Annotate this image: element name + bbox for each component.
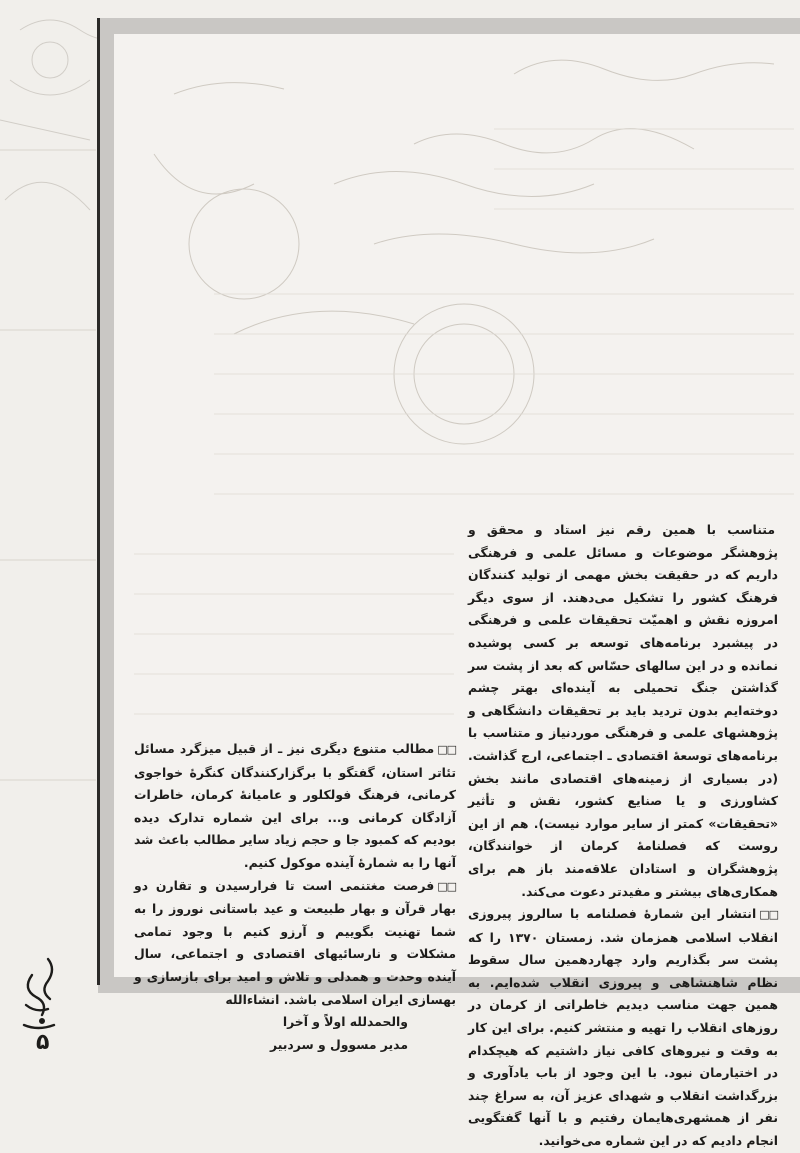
article-left-column [134, 738, 456, 1056]
paragraph [468, 519, 778, 903]
paragraph-text: مطالب متنوع دیگری نیز ـ از قبیل میزگرد مسائل تئاتر استان، گفتگو با برگزارکنندگان کنگرهٔ خواجوی کرمانی، فرهنگ فولکلور و عامیانهٔ کرمان، خاطرات آزادگان کرمانی و... برای این شماره تدارک دیده بودیم که کمبود جا و حجم زیاد سایر مطالب باعث شد آنها را به شمارهٔ آینده موکول کنیم. [134, 741, 456, 870]
paragraph-marker: □□ [437, 743, 456, 756]
paragraph [134, 738, 456, 875]
paragraph [468, 903, 778, 1153]
closing-line: والحمدلله اولاً و آخرا [282, 1014, 408, 1030]
vertical-rule [97, 18, 100, 985]
article-right-column [468, 519, 778, 1153]
paragraph-marker: □□ [437, 879, 456, 893]
signature: مدیر مسوول و سردبیر [269, 1036, 408, 1052]
paragraph-text: انتشار این شمارهٔ فصلنامه با سالروز پیروزی انقلاب اسلامی همزمان شد. زمستان ۱۳۷۰ را که پشت سر بگذاریم وارد چهاردهمین سال سقوط نظام شاهنشاهی و پیروزی انقلاب شده‌ایم. به همین جهت مناسب دیدیم خاطراتی از کرمان در روزهای انقلاب را تهیه و منتشر کنیم. برای این کار به وقت و نیروهای کافی نیاز داشتیم که هیچکدام در اختیارمان نبود. با این وجود از باب یادآوری و بزرگداشت انقلاب و شهدای عزیز آن، به سراغ چند نفر از همشهری‌هایمان رفتیم و با آنها گفتگویی انجام دادیم که در این شماره می‌خوانید. [468, 906, 779, 1149]
paragraph-text: فرصت مغتنمی است تا فرارسیدن و تقارن دو بهار قرآن و بهار طبیعت و عید باستانی نوروز را به شما تهنیت بگوییم و آرزو کنیم با وجود تمامی مشکلات و نارسائیهای اقتصادی و اجتماعی، سال آینده وحدت و همدلی و تلاش و امید برای بازسازی و بهسازی ایران اسلامی باشد. انشاءالله [134, 877, 456, 1007]
paragraph-text: متناسب با همین رقم نیز استاد و محقق و پژوهشگر موضوعات و مسائل علمی و فرهنگی داریم که در حقیقت بخش مهمی از تولید کنندگان فرهنگ کشور را تشکیل می‌دهند. از سوی دیگر امروزه نقش و اهمیّت تحقیقات علمی و فرهنگی در پیشبرد برنامه‌های توسعه بر کسی پوشیده نمانده و در این سالهای حسّاس که بعد از پشت سر گذاشتن جنگ تحمیلی به آینده‌ای بهتر چشم دوخته‌ایم بدون تردید باید بر تحقیقات دانشگاهی و پژوهشهای علمی و فرهنگی موردنیاز و متناسب با برنامه‌های توسعهٔ اقتصادی ـ اجتماعی، ارج گذاشت. (در بسیاری از زمینه‌های اقتصادی مانند بخش کشاورزی و یا صنایع کشور، نقش و تأثیر «تحقیقات» کمتر از سایر موارد نیست). هم از این روست که فصلنامهٔ کرمان از خوانندگان، پژوهشگران و استادان علاقه‌مند باز هم برای همکاری‌های بیشتر و مفیدتر دعوت می‌کند. [468, 522, 778, 899]
paragraph [134, 875, 456, 1012]
paragraph-marker: □□ [759, 908, 778, 922]
kerman-logo [18, 955, 62, 1033]
page-number: ۵ [36, 1030, 50, 1055]
faded-manuscript-illustration [114, 34, 800, 514]
